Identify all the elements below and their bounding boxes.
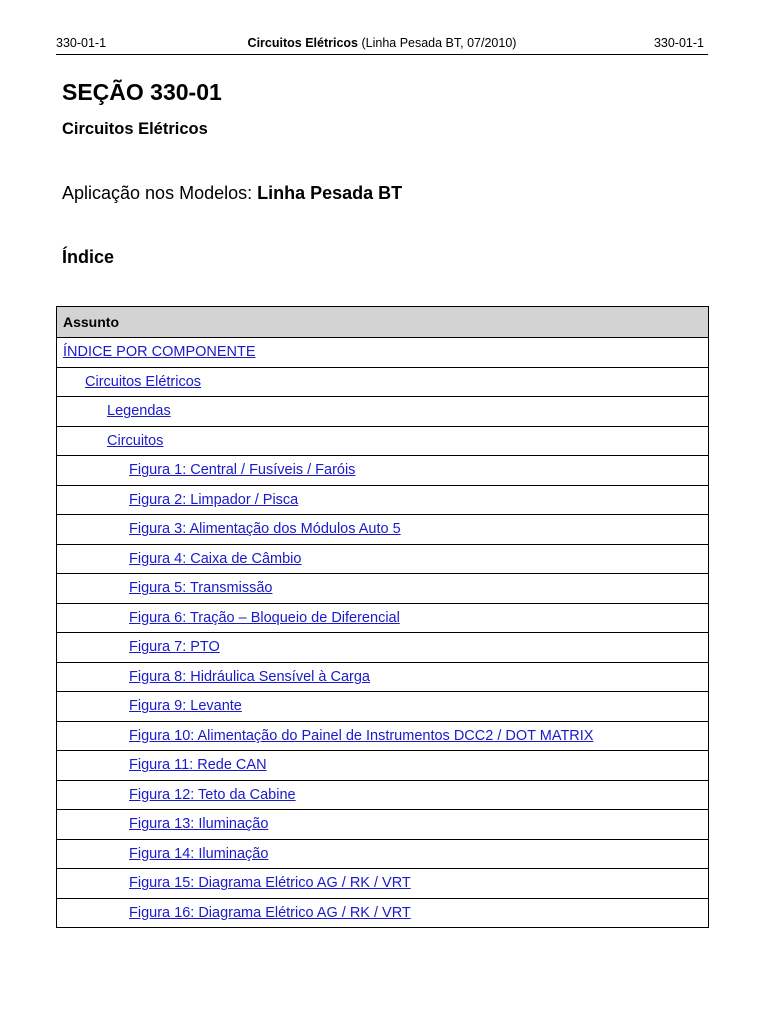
- toc-link[interactable]: Figura 12: Teto da Cabine: [129, 786, 296, 803]
- toc-cell: [57, 574, 709, 604]
- toc-row: [57, 810, 709, 840]
- toc-row: [57, 485, 709, 515]
- toc-link[interactable]: Figura 5: Transmissão: [129, 580, 273, 597]
- toc-row: [57, 544, 709, 574]
- page-header: [56, 36, 708, 55]
- toc-row: [57, 662, 709, 692]
- header-title: [56, 36, 708, 50]
- toc-link[interactable]: Figura 2: Limpador / Pisca: [129, 491, 299, 508]
- toc-row: [57, 780, 709, 810]
- section-subtitle: Circuitos Elétricos: [62, 120, 208, 138]
- toc-row: [57, 633, 709, 663]
- toc-cell: [57, 869, 709, 899]
- toc-link[interactable]: Figura 7: PTO: [129, 639, 220, 656]
- toc-link[interactable]: Figura 15: Diagrama Elétrico AG / RK / VRT: [129, 875, 411, 892]
- application-value: Linha Pesada BT: [257, 183, 403, 203]
- toc-cell: [57, 367, 709, 397]
- toc-link[interactable]: Circuitos Elétricos: [85, 373, 202, 390]
- toc-link[interactable]: Figura 13: Iluminação: [129, 816, 269, 833]
- header-page-number-left: 330-01-1: [56, 36, 107, 50]
- header-page-number-right: 330-01-1: [653, 36, 704, 50]
- toc-cell: [57, 544, 709, 574]
- toc-row: [57, 692, 709, 722]
- toc-link[interactable]: Figura 16: Diagrama Elétrico AG / RK / VRT: [129, 904, 411, 921]
- application-line: [62, 183, 402, 204]
- toc-cell: [57, 721, 709, 751]
- toc-row: [57, 456, 709, 486]
- toc-row: [57, 721, 709, 751]
- toc-link[interactable]: Figura 1: Central / Fusíveis / Faróis: [129, 462, 356, 479]
- toc-cell: [57, 515, 709, 545]
- toc-cell: [57, 397, 709, 427]
- toc-header-row: [57, 307, 709, 338]
- toc-link[interactable]: Figura 4: Caixa de Câmbio: [129, 550, 302, 567]
- toc-row: [57, 397, 709, 427]
- toc-cell: [57, 485, 709, 515]
- toc-cell: [57, 426, 709, 456]
- toc-row: [57, 839, 709, 869]
- toc-cell: [57, 692, 709, 722]
- section-title: SEÇÃO 330-01: [62, 79, 222, 105]
- header-title-rest: (Linha Pesada BT, 07/2010): [358, 36, 517, 50]
- toc-cell: [57, 338, 709, 368]
- toc-cell: [57, 898, 709, 928]
- toc-link[interactable]: Circuitos: [107, 432, 164, 449]
- toc-link[interactable]: Figura 3: Alimentação dos Módulos Auto 5: [129, 521, 401, 538]
- toc-column-header: Assunto: [57, 307, 709, 338]
- toc-cell: [57, 456, 709, 486]
- toc-row: [57, 515, 709, 545]
- toc-cell: [57, 633, 709, 663]
- toc-link[interactable]: Figura 9: Levante: [129, 698, 242, 715]
- toc-row: [57, 898, 709, 928]
- toc-row: [57, 603, 709, 633]
- toc-link[interactable]: Figura 6: Tração – Bloqueio de Diferencial: [129, 609, 400, 626]
- toc-cell: [57, 780, 709, 810]
- toc-link[interactable]: Legendas: [107, 403, 171, 420]
- toc-table: [56, 306, 709, 928]
- toc-row: [57, 574, 709, 604]
- application-label: Aplicação nos Modelos:: [62, 183, 258, 203]
- toc-link[interactable]: Figura 10: Alimentação do Painel de Instrumentos DCC2 / DOT MATRIX: [129, 727, 594, 744]
- toc-cell: [57, 810, 709, 840]
- toc-body: [57, 338, 709, 928]
- toc-cell: [57, 751, 709, 781]
- toc-row: [57, 338, 709, 368]
- toc-cell: [57, 662, 709, 692]
- toc-row: [57, 426, 709, 456]
- toc-row: [57, 751, 709, 781]
- toc-link[interactable]: Figura 8: Hidráulica Sensível à Carga: [129, 668, 370, 685]
- toc-link[interactable]: ÍNDICE POR COMPONENTE: [63, 344, 256, 361]
- toc-cell: [57, 839, 709, 869]
- toc-link[interactable]: Figura 14: Iluminação: [129, 845, 269, 862]
- toc-row: [57, 869, 709, 899]
- toc-cell: [57, 603, 709, 633]
- toc-row: [57, 367, 709, 397]
- index-heading: Índice: [62, 247, 115, 267]
- header-title-bold: Circuitos Elétricos: [247, 36, 358, 50]
- toc-link[interactable]: Figura 11: Rede CAN: [129, 757, 267, 774]
